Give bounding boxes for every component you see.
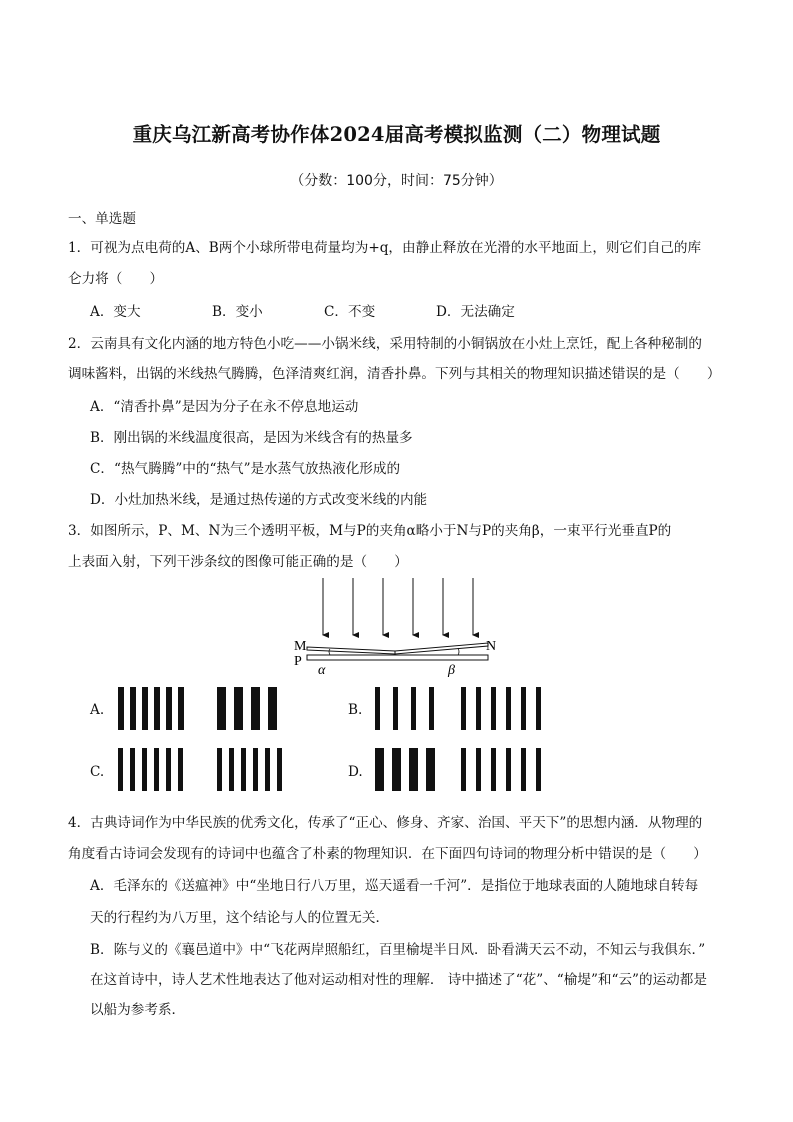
option: B．刚出锅的米线温度很高，是因为米线含有的热量多 — [90, 430, 413, 446]
fringe-pattern-d — [375, 748, 541, 791]
option: D．无法确定 — [436, 304, 515, 320]
section-heading: 一、单选题 — [68, 211, 136, 227]
option: A．“清香扑鼻”是因为分子在永不停息地运动 — [90, 399, 359, 415]
option: B．陈与义的《襄邑道中》中“飞花两岸照船红，百里榆堤半日风．卧看满天云不动，不知云与我俱东．” — [90, 942, 706, 958]
question-line: 仑力将（ ） — [68, 271, 164, 287]
option: D．小灶加热米线，是通过热传递的方式改变米线的内能 — [90, 492, 428, 508]
option-d-label: D. — [348, 764, 363, 780]
option: C．不变 — [324, 304, 376, 320]
plate-p — [307, 655, 488, 660]
label-beta: β — [448, 663, 455, 678]
question-line: 1．可视为点电荷的A、B两个小球所带电荷量均为+q，由静止释放在光滑的水平地面上，则它们自己的库 — [68, 240, 702, 256]
plate-m — [307, 647, 395, 654]
question-line: 上表面入射，下列干涉条纹的图像可能正确的是（ ） — [68, 554, 408, 570]
option: B．变小 — [212, 304, 263, 320]
label-m: M — [294, 639, 307, 654]
option-a-label: A. — [90, 702, 105, 718]
question-line: 2．云南具有文化内涵的地方特色小吃——小锅米线，采用特制的小铜锅放在小灶上烹饪，配上各种秘制的 — [68, 336, 702, 352]
question-line: 3．如图所示，P、M、N为三个透明平板，M与P的夹角α略小于N与P的夹角β，一束平行光垂直P的 — [68, 523, 672, 539]
question-line: 调味酱料，出锅的米线热气腾腾，色泽清爽红润，清香扑鼻。下列与其相关的物理知识描述错误的是（ ） — [68, 366, 721, 382]
option: A．毛泽东的《送瘟神》中“坐地日行八万里，巡天遥看一千河”．是指位于地球表面的人随地球自转每 — [90, 878, 699, 894]
option: 在这首诗中，诗人艺术性地表达了他对运动相对性的理解． 诗中描述了“花”、“榆堤”和“云”的运动都是 — [90, 972, 707, 988]
light-arrows — [323, 578, 473, 635]
label-alpha: α — [318, 663, 326, 678]
option: C．“热气腾腾”中的“热气”是水蒸气放热液化形成的 — [90, 461, 401, 477]
plate-n — [395, 643, 488, 654]
option-c-label: C. — [90, 764, 105, 780]
page-title: 重庆乌江新高考协作体2024届高考模拟监测（二）物理试题 — [132, 123, 661, 146]
fringe-pattern-a — [118, 687, 277, 730]
fringe-pattern-b — [375, 687, 541, 730]
page-subtitle: （分数：100分，时间：75分钟） — [290, 173, 503, 189]
option: A．变大 — [90, 304, 141, 320]
question-line: 4．古典诗词作为中华民族的优秀文化，传承了“正心、修身、齐家、治国、平天下”的思想内涵．从物理的 — [68, 815, 703, 831]
question-line: 角度看古诗词会发现有的诗词中也蕴含了朴素的物理知识．在下面四句诗词的物理分析中错误的是（ ） — [68, 846, 707, 862]
label-p: P — [294, 654, 302, 669]
fringe-pattern-c — [118, 748, 282, 791]
option-b-label: B. — [348, 702, 363, 718]
option: 天的行程约为八万里，这个结论与人的位置无关． — [90, 910, 390, 926]
interference-setup-diagram — [280, 573, 510, 678]
fringe-patterns — [80, 680, 560, 795]
label-n: N — [486, 639, 497, 654]
option: 以船为参考系． — [90, 1002, 186, 1018]
